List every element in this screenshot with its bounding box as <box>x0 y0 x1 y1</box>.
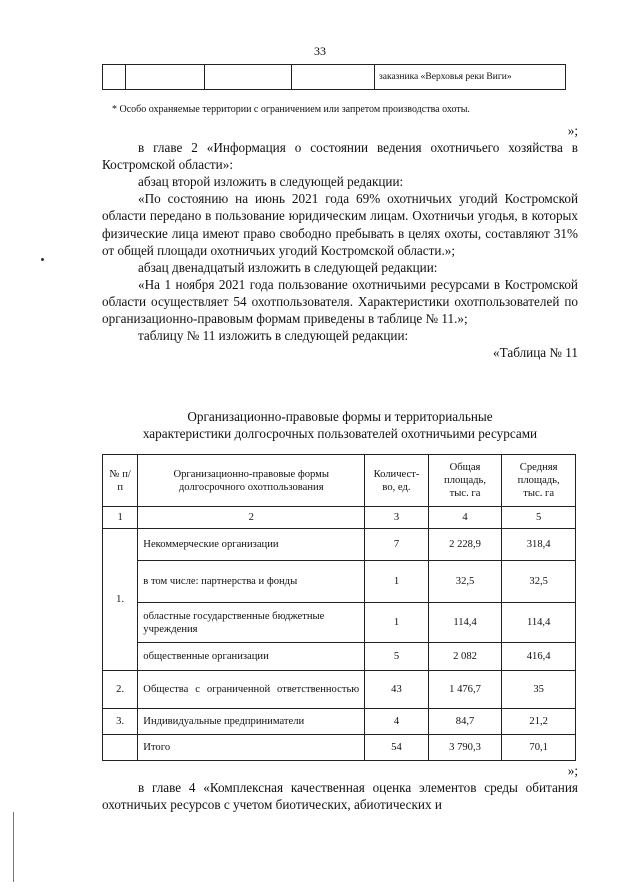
header-avg: Средняя площадь, тыс. га <box>502 455 576 507</box>
paragraph: «По состоянию на июнь 2021 года 69% охотничьих угодий Костромской области передано в пользование юридическим лицам. Охотничьи угодья, в которых физические лица имеют право свободно пребывать в целях охоты, составляют 31% от общей площади охотничьих угодий Костромской области.»; <box>102 191 578 258</box>
paragraph: «На 1 ноября 2021 года пользование охотничьими ресурсами в Костромской области осуществляет 54 охотпользователя. Характеристики охотпользователей по организационно-правовым формам приведены в таблице № 11.»; <box>102 276 578 327</box>
paragraph: таблицу № 11 изложить в следующей редакции: <box>138 328 409 344</box>
col-number: 1 <box>103 507 138 529</box>
header-num: № п/п <box>103 455 138 507</box>
table-row <box>103 603 576 643</box>
row-avg: 21,2 <box>502 709 576 735</box>
row-count: 7 <box>365 529 429 561</box>
scan-margin-line <box>13 812 14 882</box>
row-form: в том числе: партнерства и фонды <box>138 561 365 603</box>
row-avg: 70,1 <box>502 735 576 761</box>
row-count: 43 <box>365 671 429 709</box>
row-count: 1 <box>365 603 429 643</box>
row-num <box>103 735 138 761</box>
paragraph: абзац двенадцатый изложить в следующей редакции: <box>138 259 438 275</box>
col-number: 2 <box>138 507 365 529</box>
closing-quote: »; <box>567 123 578 138</box>
row-area: 114,4 <box>428 603 502 643</box>
body-text-lower <box>102 762 578 813</box>
col-number: 4 <box>428 507 502 529</box>
row-count: 1 <box>365 561 429 603</box>
caption-line: характеристики долгосрочных пользователей охотничьими ресурсами <box>142 426 538 441</box>
row-area: 84,7 <box>428 709 502 735</box>
scan-speck <box>41 258 44 261</box>
page-number: 33 <box>314 44 326 58</box>
table-row <box>103 709 576 735</box>
row-num: 2. <box>103 671 138 709</box>
row-avg: 416,4 <box>502 643 576 671</box>
table-cell <box>103 65 126 90</box>
row-form: Итого <box>138 735 365 761</box>
row-count: 5 <box>365 643 429 671</box>
table-row-total <box>103 735 576 761</box>
header-count: Количест-во, ед. <box>365 455 429 507</box>
table-caption <box>102 408 578 442</box>
row-num: 1. <box>103 529 138 671</box>
col-number: 5 <box>502 507 576 529</box>
row-avg: 32,5 <box>502 561 576 603</box>
continued-table-fragment <box>102 64 566 90</box>
paragraph: в главе 2 «Информация о состоянии ведения охотничьего хозяйства в Костромской области»: <box>102 140 578 173</box>
table-cell <box>205 65 292 90</box>
closing-quote: »; <box>567 763 578 778</box>
table-cell-reserve-name: заказника «Верховья реки Виги» <box>375 65 566 90</box>
table-cell <box>292 65 375 90</box>
paragraph: абзац второй изложить в следующей редакции: <box>138 174 404 190</box>
col-number: 3 <box>365 507 429 529</box>
paragraph: в главе 4 «Комплексная качественная оценка элементов среды обитания охотничьих ресурсов с учетом биотических, абиотических и <box>102 780 578 813</box>
header-area: Общая площадь, тыс. га <box>428 455 502 507</box>
row-avg: 318,4 <box>502 529 576 561</box>
row-area: 1 476,7 <box>428 671 502 709</box>
body-text-upper <box>102 122 578 361</box>
table-cell <box>126 65 205 90</box>
row-num: 3. <box>103 709 138 735</box>
row-form: Общества с ограниченной ответственностью <box>138 671 365 709</box>
row-area: 32,5 <box>428 561 502 603</box>
header-form: Организационно-правовые формы долгосрочного охотпользования <box>138 455 365 507</box>
footnote: * Особо охраняемые территории с ограничением или запретом производства охоты. <box>112 104 470 115</box>
row-area: 2 082 <box>428 643 502 671</box>
row-form: общественные организации <box>138 643 365 671</box>
row-avg: 35 <box>502 671 576 709</box>
row-form: областные государственные бюджетные учреждения <box>138 603 365 643</box>
table-label: «Таблица № 11 <box>493 345 578 361</box>
row-form: Индивидуальные предприниматели <box>138 709 365 735</box>
row-area: 3 790,3 <box>428 735 502 761</box>
table-row <box>103 643 576 671</box>
row-avg: 114,4 <box>502 603 576 643</box>
caption-line: Организационно-правовые формы и территориальные <box>187 409 493 424</box>
table-header-row <box>103 455 576 507</box>
table-row <box>103 671 576 709</box>
row-area: 2 228,9 <box>428 529 502 561</box>
table-row <box>103 561 576 603</box>
row-form: Некоммерческие организации <box>138 529 365 561</box>
row-count: 4 <box>365 709 429 735</box>
row-count: 54 <box>365 735 429 761</box>
table-row <box>103 529 576 561</box>
table-11 <box>102 454 576 761</box>
table-row <box>103 507 576 529</box>
